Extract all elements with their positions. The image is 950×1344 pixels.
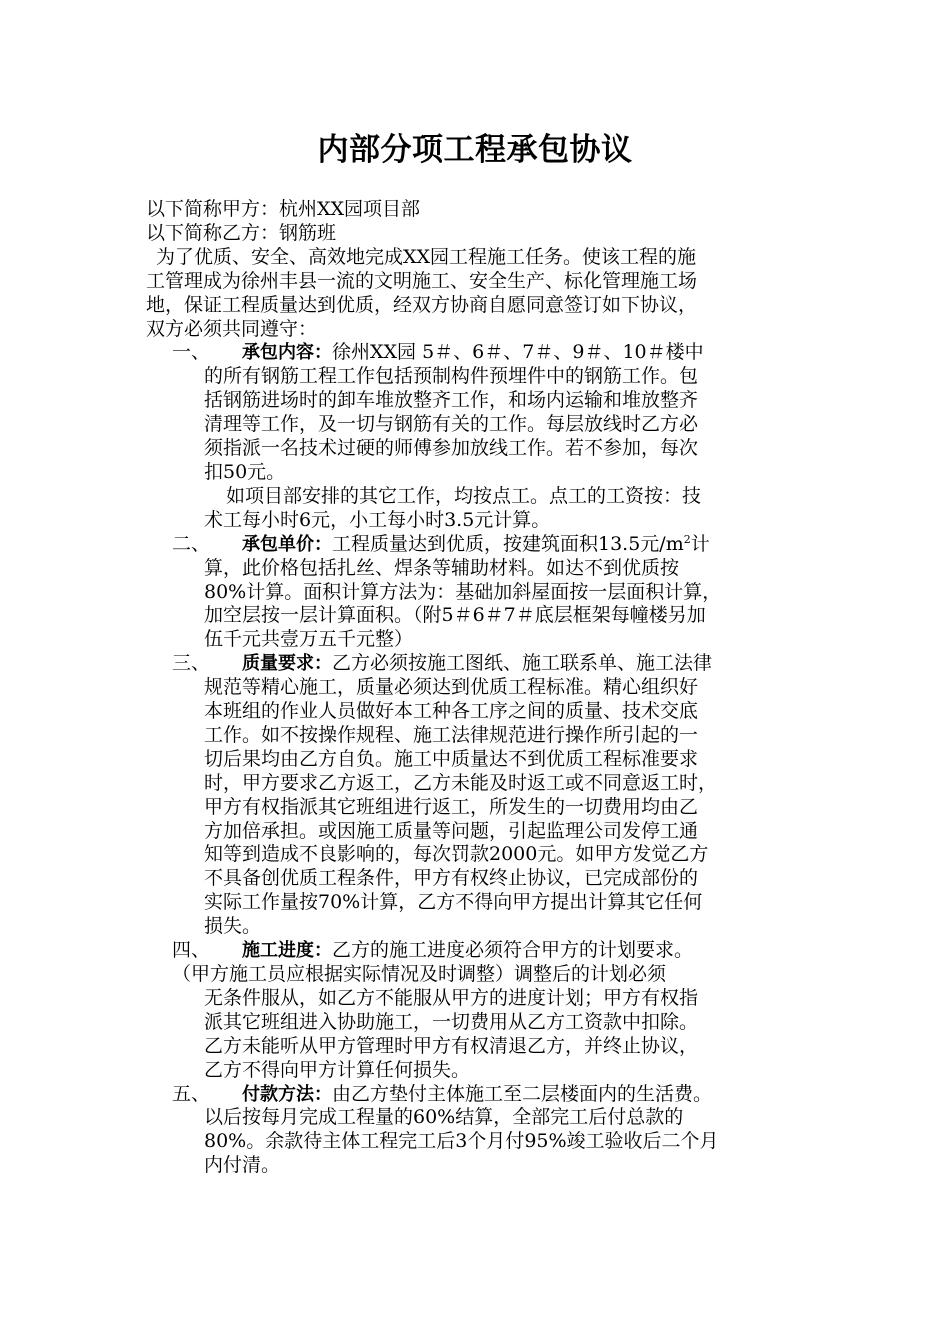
section-heading-line	[202, 341, 810, 365]
section-line: 须指派一名技术过硬的师傅参加放线工作。若不参加，每次	[204, 437, 699, 460]
section-number: 三、	[172, 652, 211, 675]
section-line: 方加倍承担。或因施工质量等问题，引起监理公司发停工通	[204, 819, 699, 842]
section-line: 工作。如不按操作规程、施工法律规范进行操作所引起的一	[204, 723, 699, 746]
section-number: 五、	[172, 1082, 211, 1105]
section-line: 切后果均由乙方自负。施工中质量达不到优质工程标准要求	[204, 747, 699, 770]
superscript-2: 2	[683, 532, 691, 546]
section-line: 乙方未能听从甲方管理时甲方有权清退乙方，并终止协议，	[204, 1034, 699, 1057]
document-body	[146, 198, 810, 1178]
section-line: 括钢筋进场时的卸车堆放整齐工作，和场内运输和堆放整齐	[204, 389, 699, 412]
section-line: 以后按每月完成工程量的60%结算，全部完工后付总款的	[204, 1106, 684, 1129]
extra-work-line: 术工每小时6元，小工每小时3.5元计算。	[204, 508, 551, 531]
section-line: 加空层按一层计算面积。（附5＃6＃7＃底层框架每幢楼另加	[204, 604, 706, 627]
section-line: 清理等工作，及一切与钢筋有关的工作。每层放线时乙方必	[204, 413, 699, 436]
party-b-line: 以下简称乙方：钢筋班	[146, 221, 337, 244]
section-line: 实际工作量按70%计算，乙方不得向甲方提出计算其它任何	[204, 891, 703, 914]
section-line: 无条件服从，如乙方不能服从甲方的进度计划；甲方有权指	[204, 986, 699, 1009]
party-a-line: 以下简称甲方：杭州XX园项目部	[146, 198, 421, 220]
section-label: 质量要求：	[242, 653, 332, 675]
section-first-line-end: 计	[690, 532, 710, 555]
document-title: 内部分项工程承包协议	[317, 132, 633, 168]
section-quality	[146, 652, 810, 939]
section-first-line: 徐州XX园 5＃、6＃、7＃、9＃、10＃楼中	[332, 341, 704, 364]
section-unit-price	[146, 533, 810, 653]
section-line: 规范等精心施工，质量必须达到优质工程标准。精心组织好	[204, 676, 699, 699]
section-first-line: 乙方的施工进度必须符合甲方的计划要求。	[332, 939, 694, 962]
section-line: 知等到造成不良影响的，每次罚款2000元。如甲方发觉乙方	[204, 843, 709, 866]
section-line: 时，甲方要求乙方返工，乙方未能及时返工或不同意返工时，	[204, 771, 718, 794]
section-label: 施工进度：	[242, 940, 332, 962]
section-line: 的所有钢筋工程工作包括预制构件预埋件中的钢筋工作。包	[204, 365, 699, 388]
section-heading-line	[202, 1083, 810, 1107]
section-line: 伍千元共壹万五千元整）	[204, 628, 414, 651]
section-line: 不具备创优质工程条件，甲方有权终止协议，已完成部份的	[204, 867, 699, 890]
section-line: 派其它班组进入协助施工，一切费用从乙方工资款中扣除。	[204, 1010, 699, 1033]
section-line: 本班组的作业人员做好本工种各工序之间的质量、技术交底	[204, 700, 699, 723]
section-schedule	[146, 939, 810, 1082]
intro-line: 双方必须共同遵守：	[146, 317, 318, 340]
section-payment	[146, 1083, 810, 1179]
section-label: 付款方法：	[242, 1083, 332, 1105]
intro-line: 工管理成为徐州丰县一流的文明施工、安全生产、标化管理施工场	[146, 269, 698, 292]
intro-line: 为了优质、安全、高效地完成XX园工程施工任务。使该工程的施	[156, 245, 697, 268]
section-heading-line	[202, 533, 810, 557]
section-contract-scope	[146, 341, 810, 484]
section-line: （甲方施工员应根据实际情况及时调整）调整后的计划必须	[172, 963, 667, 985]
section-line: 乙方不得向甲方计算任何损失。	[204, 1058, 471, 1081]
section-line: 损失。	[204, 915, 262, 938]
section-number: 四、	[172, 939, 211, 962]
section-heading-line	[202, 939, 810, 963]
extra-work-line: 如项目部安排的其它工作，均按点工。点工的工资按：技	[226, 484, 702, 507]
section-first-line: 工程质量达到优质，按建筑面积13.5元/m	[332, 532, 684, 555]
section-line: 算，此价格包括扎丝、焊条等辅助材料。如达不到优质按	[204, 556, 680, 579]
section-label: 承包内容：	[242, 342, 332, 364]
section-heading-line	[202, 652, 810, 676]
section-first-line: 乙方必须按施工图纸、施工联系单、施工法律	[332, 652, 713, 675]
section-label: 承包单价：	[242, 533, 332, 555]
section-line: 80%。余款待主体工程完工后3个月付95%竣工验收后二个月	[204, 1130, 719, 1153]
section-line: 甲方有权指派其它班组进行返工，所发生的一切费用均由乙	[204, 795, 699, 818]
section-first-line: 由乙方垫付主体施工至二层楼面内的生活费。	[332, 1082, 713, 1105]
section-number: 一、	[172, 341, 211, 364]
intro-line: 地，保证工程质量达到优质，经双方协商自愿同意签订如下协议，	[146, 293, 698, 316]
section-line: 80%计算。面积计算方法为：基础加斜屋面按一层面积计算，	[204, 580, 722, 603]
section-line: 内付清。	[204, 1154, 281, 1177]
section-line: 扣50元。	[204, 460, 286, 483]
section-number: 二、	[172, 532, 211, 555]
